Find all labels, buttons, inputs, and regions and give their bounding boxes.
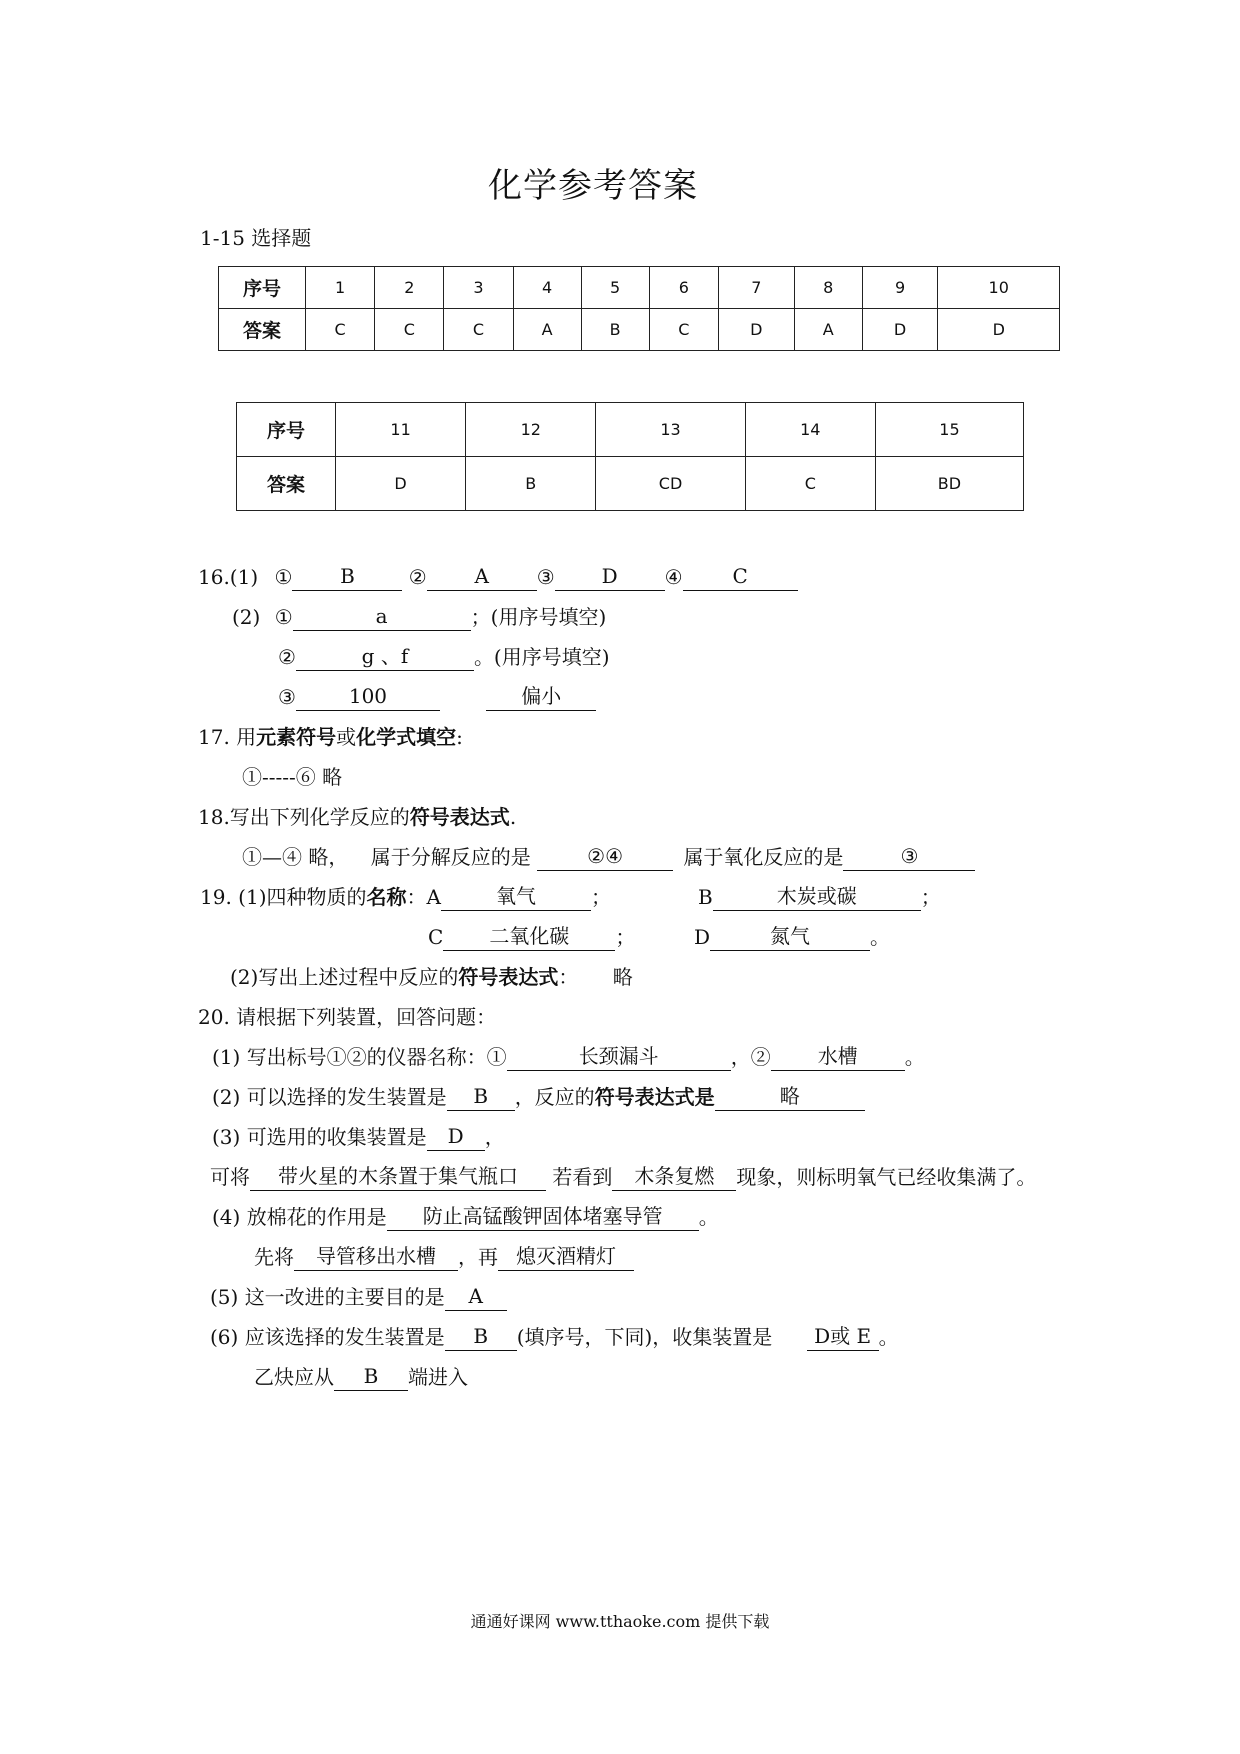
answer-blank: D [427, 1124, 485, 1151]
section-mc-label: 1-15 选择题 [200, 226, 312, 250]
table-cell: 14 [745, 403, 875, 457]
table-cell: D [718, 309, 794, 351]
answer-blank: 导管移出水槽 [294, 1244, 458, 1271]
table-cell: 1 [306, 267, 375, 309]
table-answer-label: 答案 [219, 309, 306, 351]
table-cell: 7 [718, 267, 794, 309]
table-cell: CD [596, 457, 745, 511]
answer-blank: 水槽 [771, 1044, 905, 1071]
q20-part4b: 先将 导管移出水槽 ，再 熄灭酒精灯 [254, 1243, 634, 1271]
answer-blank: B [445, 1324, 517, 1351]
table-cell: D [336, 457, 466, 511]
q20-part3: (3) 可选用的收集装置是 D ， [212, 1124, 505, 1149]
q20-part1: (1) 写出标号①②的仪器名称：① 长颈漏斗 ，② 水槽 。 [212, 1044, 925, 1069]
table-cell: 11 [336, 403, 466, 457]
footer-credit: 通通好课网 www.tthaoke.com 提供下载 [470, 1612, 770, 1631]
answer-blank: 偏小 [486, 684, 596, 711]
q20-part3b: 可将 带火星的木条置于集气瓶口 若看到 木条复燃 现象，则标明氧气已经收集满了。 [210, 1164, 1037, 1189]
table-header-label: 序号 [219, 267, 306, 309]
answer-blank: D或 E [807, 1324, 879, 1351]
answer-blank: ②④ [537, 844, 673, 871]
table-cell: 2 [375, 267, 444, 309]
answer-blank: 100 [296, 684, 440, 711]
q17-line2: ①-----⑥ 略 [242, 765, 343, 789]
q20-part6b: 乙炔应从 B 端进入 [254, 1364, 468, 1389]
table-cell: 6 [649, 267, 718, 309]
q18-line2: ①—④ 略， 属于分解反应的是 ②④ 属于氧化反应的是 ③ [242, 843, 975, 871]
table-row [219, 267, 1060, 309]
answer-blank: 带火星的木条置于集气瓶口 [250, 1164, 546, 1191]
table-cell: B [466, 457, 596, 511]
answer-blank: D [555, 564, 665, 591]
table-cell: C [745, 457, 875, 511]
q19-line2: C 二氧化碳 ； [428, 924, 636, 949]
table-header-label: 序号 [237, 403, 336, 457]
answer-blank: B [292, 564, 402, 591]
table-cell: 4 [513, 267, 581, 309]
answer-blank: 氮气 [710, 924, 870, 951]
table-cell: 13 [596, 403, 745, 457]
answer-blank: B [447, 1084, 515, 1111]
answer-blank: 氧气 [441, 884, 591, 911]
table-cell: C [375, 309, 444, 351]
answer-blank: g 、f [296, 644, 474, 671]
q20-part2: (2) 可以选择的发生装置是 B ，反应的符号表达式是 略 [212, 1083, 865, 1111]
table-row [237, 457, 1024, 511]
table-cell: C [444, 309, 513, 351]
answer-blank: 木炭或碳 [713, 884, 921, 911]
table-answer-label: 答案 [237, 457, 336, 511]
q19-part2: (2)写出上述过程中反应的符号表达式： 略 [230, 965, 633, 989]
q19-line1-b: B 木炭或碳 ； [698, 884, 941, 909]
table-cell: 3 [444, 267, 513, 309]
q16-part1: 16.(1) ① B ② A ③ D ④ C [198, 563, 798, 591]
table-cell: D [862, 309, 938, 351]
q20-part5: (5) 这一改进的主要目的是 A [210, 1283, 507, 1311]
table-cell: 12 [466, 403, 596, 457]
answer-blank: a [293, 604, 471, 631]
answer-blank: 二氧化碳 [443, 924, 615, 951]
q16-part2-2: ② g 、f 。(用序号填空) [278, 644, 610, 669]
table-cell: A [794, 309, 862, 351]
answer-blank: 防止高锰酸钾固体堵塞导管 [387, 1204, 699, 1231]
table-cell: 10 [938, 267, 1060, 309]
table-cell: C [306, 309, 375, 351]
answer-blank: B [334, 1364, 408, 1391]
answer-table-1 [218, 266, 1060, 351]
table-cell: 9 [862, 267, 938, 309]
answer-blank: 木条复燃 [612, 1164, 736, 1191]
q19-line2-d: D 氮气 。 [694, 924, 891, 949]
q19-line1: 19. (1)四种物质的名称：A 氧气 ； [200, 884, 611, 909]
q20-part6: (6) 应该选择的发生装置是 B (填序号，下同)，收集装置是 D或 E 。 [210, 1324, 899, 1349]
table-cell: A [513, 309, 581, 351]
q16-part2-3: ③ 100 偏小 [278, 683, 596, 711]
answer-blank: A [445, 1284, 507, 1311]
answer-blank: 略 [715, 1084, 865, 1111]
answer-blank: 长颈漏斗 [507, 1044, 731, 1071]
answer-blank: A [427, 564, 537, 591]
table-cell: B [581, 309, 649, 351]
table-cell: C [649, 309, 718, 351]
q20-part4: (4) 放棉花的作用是 防止高锰酸钾固体堵塞导管 。 [212, 1204, 719, 1229]
q18-line1: 18.写出下列化学反应的符号表达式. [198, 805, 517, 829]
q17-line1: 17. 用元素符号或化学式填空: [198, 725, 463, 749]
table-row [237, 403, 1024, 457]
table-cell: 15 [875, 403, 1023, 457]
page-title: 化学参考答案 [488, 166, 698, 206]
table-cell: BD [875, 457, 1023, 511]
answer-table-2 [236, 402, 1024, 511]
answer-blank: C [683, 564, 798, 591]
table-cell: D [938, 309, 1060, 351]
table-cell: 8 [794, 267, 862, 309]
answer-blank: 熄灭酒精灯 [498, 1244, 634, 1271]
answer-blank: ③ [843, 844, 975, 871]
table-row [219, 309, 1060, 351]
table-cell: 5 [581, 267, 649, 309]
q16-part2-1: (2) ① a ；(用序号填空) [232, 604, 607, 629]
q20-head: 20. 请根据下列装置，回答问题： [198, 1005, 497, 1029]
